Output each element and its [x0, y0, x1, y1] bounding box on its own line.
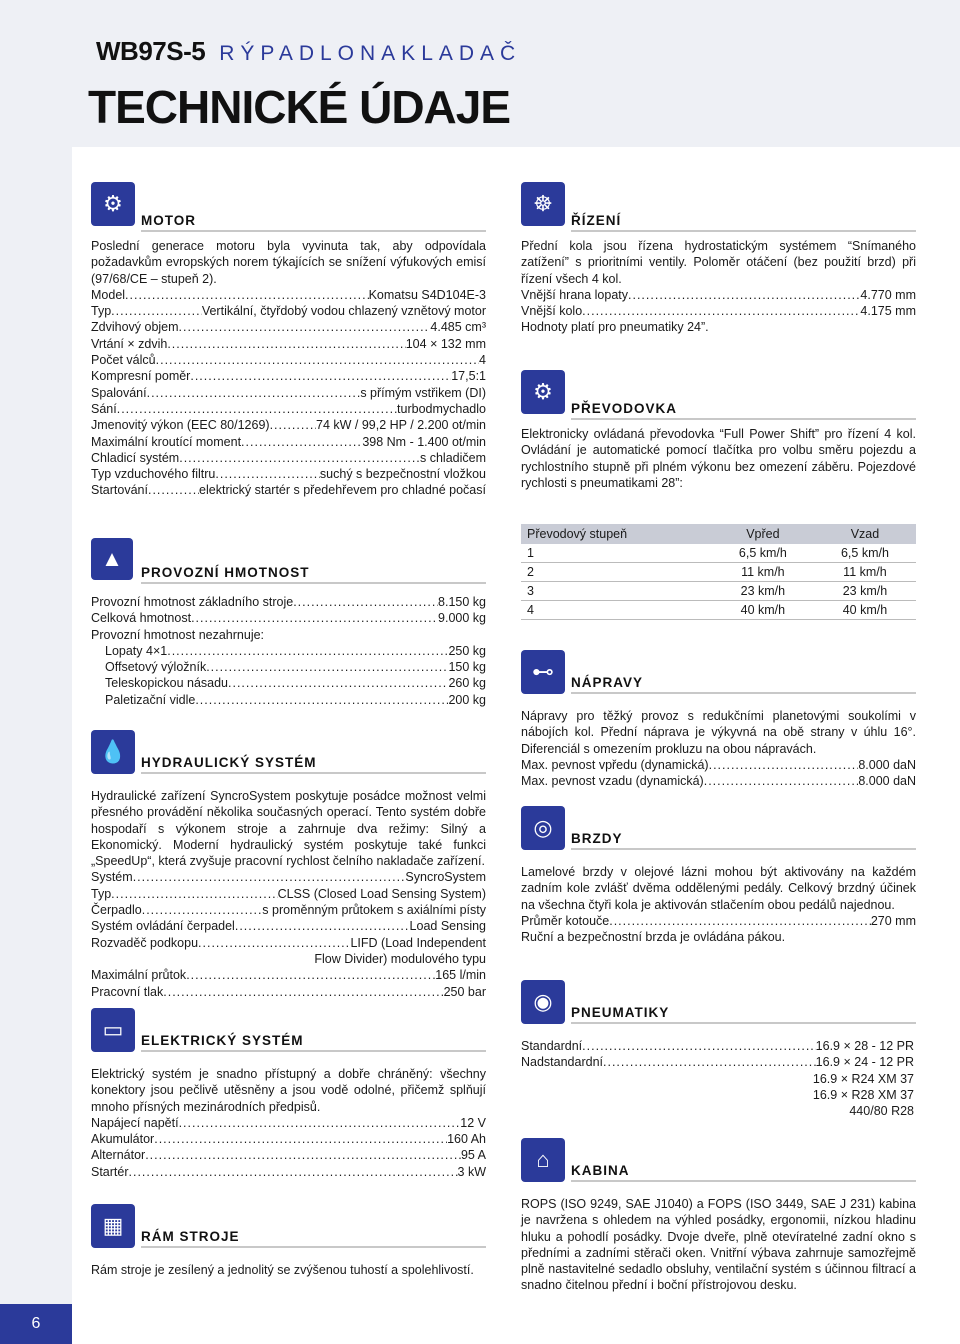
steering-wheel-icon: ☸ — [521, 182, 565, 226]
section-axles — [521, 650, 916, 789]
spec-row: Typ vzduchového filtru ..... suchý s bezpečnostní vložkou — [91, 466, 486, 482]
spec-sublabel: Provozní hmotnost nezahrnuje: — [91, 627, 265, 642]
section-intro: Rám stroje je zesílený a jednolitý se zvýšenou tuhostí a spolehlivostí. — [91, 1263, 474, 1277]
section-weight — [91, 538, 486, 708]
section-intro: Poslední generace motoru byla vyvinuta tak, aby odpovídala požadavkům evropských norem týkajících se snížení výfukových emisí (97/68/CE – stupeň 2). — [91, 239, 486, 286]
spec-row: Průměr kotouče ..... 270 mm — [521, 913, 916, 929]
section-hydraulic — [91, 730, 486, 1000]
section-brakes — [521, 806, 916, 945]
section-note: Ruční a bezpečnostní brzda je ovládána pákou. — [521, 930, 786, 945]
spec-row: Vnější kolo ..... 4.175 mm — [521, 303, 916, 319]
spec-row: Provozní hmotnost základního stroje ..... 8.150 kg — [91, 594, 486, 610]
spec-row: Startér ..... 3 kW — [91, 1164, 486, 1180]
spec-row: Vnější hrana lopaty ..... 4.770 mm — [521, 287, 916, 303]
spec-row: Teleskopickou násadu ..... 260 kg — [91, 675, 486, 691]
spec-row: Kompresní poměr ..... 17,5:1 — [91, 368, 486, 384]
page-number: 6 — [0, 1304, 72, 1344]
spec-row: Vrtání × zdvih ..... 104 × 132 mm — [91, 336, 486, 352]
section-intro: Elektrický systém je snadno přístupný a dobře chráněný: všechny konektory jsou pečlivě utěsněny a jsou vodě odolné, přičemž splňují mnoho přísných mezinárodních předpisů. — [91, 1067, 486, 1114]
spec-continuation: Flow Divider) modulového typu — [314, 951, 486, 966]
section-title: MOTOR — [141, 213, 196, 228]
brake-disc-icon: ◎ — [521, 806, 565, 850]
side-stripe — [0, 0, 72, 1344]
spec-row: Alternátor ..... 95 A — [91, 1147, 486, 1163]
section-intro: ROPS (ISO 9249, SAE J1040) a FOPS (ISO 3449, SAE J 231) kabina je navržena s ohledem na výhled posádky, ergonomii, nízkou hladinu hluku a pohodlí posádky. Dvoje dveře, plně otevíratelné zadní okno s předními a zadními stěrači oken. Vnitřní výbava zahrnuje samozřejmě plně nastavitelné sedadlo obsluhy, ventilační systém s účinnou filtrací a snadno čitelnou přední i boční přístrojovou desku. — [521, 1197, 916, 1293]
spec-row: Sání ..... turbodmychadlo — [91, 401, 486, 417]
spec-list — [91, 287, 486, 499]
spec-row: Chladicí systém ..... s chladičem — [91, 450, 486, 466]
spec-row: Typ ..... CLSS (Closed Load Sensing System) — [91, 886, 486, 902]
spec-row: Počet válců ..... 4 — [91, 352, 486, 368]
section-motor — [91, 182, 486, 499]
section-frame — [91, 1204, 486, 1278]
section-intro: Nápravy pro těžký provoz s redukčními planetovými soukolími v nábojích kol. Přední náprava je výkyvná na obě strany v úhlu 16°. Diferenciál s omezením prokluzu na obou nápravách. — [521, 709, 916, 756]
section-cab — [521, 1138, 916, 1294]
spec-row: Rozvaděč podkopu ..... LIFD (Load Independent — [91, 935, 486, 951]
section-title: PŘEVODOVKA — [571, 401, 678, 416]
gearbox-icon: ⚙ — [521, 370, 565, 414]
spec-row: Napájecí napětí ..... 12 V — [91, 1115, 486, 1131]
section-title: PNEUMATIKY — [571, 1005, 670, 1020]
spec-row: Spalování ..... s přímým vstřikem (DI) — [91, 385, 486, 401]
tyre-option: 440/80 R28 — [849, 1104, 914, 1119]
table-row: 4 40 km/h 40 km/h — [521, 601, 916, 620]
section-steering — [521, 182, 916, 336]
engine-icon: ⚙ — [91, 182, 135, 226]
section-title: RÁM STROJE — [141, 1229, 240, 1244]
section-title: NÁPRAVY — [571, 675, 644, 690]
frame-icon: ▦ — [91, 1204, 135, 1248]
spec-row: Zdvihový objem ..... 4.485 cm³ — [91, 319, 486, 335]
spec-row: Startování ..... elektrický startér s předehřevem pro chladné počasí — [91, 482, 486, 498]
tyre-icon: ◉ — [521, 980, 565, 1024]
page-title: TECHNICKÉ ÚDAJE — [88, 81, 511, 133]
spec-row: Offsetový výložník ..... 150 kg — [91, 659, 486, 675]
section-title: PROVOZNÍ HMOTNOST — [141, 565, 310, 580]
spec-row: Jmenovitý výkon (EEC 80/1269) ..... 74 kW / 99,2 HP / 2.200 ot/min — [91, 417, 486, 433]
column-header: Vzad — [814, 524, 916, 544]
spec-row: Paletizační vidle ..... 200 kg — [91, 692, 486, 708]
model-name: WB97S-5 — [96, 36, 206, 66]
hydraulic-drops-icon: 💧 — [91, 730, 135, 774]
spec-row: Systém ovládání čerpadel ..... Load Sensing — [91, 918, 486, 934]
spec-row: Model ..... Komatsu S4D104E-3 — [91, 287, 486, 303]
machine-type: RÝPADLONAKLADAČ — [219, 42, 522, 65]
section-tyres — [521, 980, 916, 1119]
column-header: Vpřed — [712, 524, 814, 544]
spec-row: Max. pevnost vpředu (dynamická) ..... 8.000 daN — [521, 757, 916, 773]
tyre-option: 16.9 × R24 XM 37 — [812, 1071, 914, 1086]
spec-row: Nadstandardní ..... 16.9 × 24 - 12 PR — [521, 1054, 914, 1070]
table-row: 1 6,5 km/h 6,5 km/h — [521, 544, 916, 563]
tyre-option: 16.9 × R28 XM 37 — [812, 1087, 914, 1102]
header — [96, 36, 521, 67]
battery-icon: ▭ — [91, 1008, 135, 1052]
section-intro: Přední kola jsou řízena hydrostatickým systémem “Snímaného zatížení” s prioritními ventily. Poloměr otáčení (bez použití brzd) při řízení všech 4 kol. — [521, 239, 916, 286]
section-intro: Elektronicky ovládaná převodovka “Full Power Shift” pro řízení 4 kol. Ovládání je automatické pomocí tlačítka pro volbu směru pojezdu a rychlostního stupně při plném výkonu bez omezení záběru. Pojezdové rychlosti s pneumatikami 28”: — [521, 427, 916, 490]
axle-icon: ⊷ — [521, 650, 565, 694]
spec-row: Akumulátor ..... 160 Ah — [91, 1131, 486, 1147]
spec-row: Typ ..... Vertikální, čtyřdobý vodou chlazený vznětový motor — [91, 303, 486, 319]
section-title: BRZDY — [571, 831, 623, 846]
weight-icon: ▲ — [91, 538, 133, 580]
section-intro: Lamelové brzdy v olejové lázni mohou být aktivovány na každém zadním kole zvlášť dvěma oddělenými pedály. Celkový brzdný účinek na všechna čtyři kola je aktivován stlačením obou pedálů najednou. — [521, 865, 916, 912]
spec-row: Pracovní tlak ..... 250 bar — [91, 984, 486, 1000]
speed-table — [521, 524, 916, 620]
spec-row: Čerpadlo ..... s proměnným průtokem s axiálními písty — [91, 902, 486, 918]
section-title: ŘÍZENÍ — [571, 213, 622, 228]
cab-icon: ⌂ — [521, 1138, 565, 1182]
spec-row: Max. pevnost vzadu (dynamická) ..... 8.000 daN — [521, 773, 916, 789]
section-transmission — [521, 370, 916, 491]
section-intro: Hydraulické zařízení SyncroSystem poskytuje posádce možnost velmi přesného provádění několika současných operací. Tento systém dobře hospodaří s výkonem stroje a zahrnuje dva režimy: Silný a Ekonomický. Moderní hydraulický systém poskytuje také funkci „SpeedUp“, která zvyšuje pracovní rychlost čelního nakladače zařízení. — [91, 789, 486, 869]
spec-row: Standardní ..... 16.9 × 28 - 12 PR — [521, 1038, 914, 1054]
spec-row: Lopaty 4×1 ..... 250 kg — [91, 643, 486, 659]
spec-row: Celková hmotnost ..... 9.000 kg — [91, 610, 486, 626]
section-title: KABINA — [571, 1163, 630, 1178]
spec-row: Maximální kroutící moment ..... 398 Nm - 1.400 ot/min — [91, 434, 486, 450]
column-header: Převodový stupeň — [521, 524, 712, 544]
section-title: ELEKTRICKÝ SYSTÉM — [141, 1033, 304, 1048]
spec-row: Maximální průtok ..... 165 l/min — [91, 967, 486, 983]
section-electric — [91, 1008, 486, 1180]
section-note: Hodnoty platí pro pneumatiky 24”. — [521, 320, 709, 335]
spec-row: Systém ..... SyncroSystem — [91, 869, 486, 885]
table-row: 3 23 km/h 23 km/h — [521, 582, 916, 601]
section-title: HYDRAULICKÝ SYSTÉM — [141, 755, 317, 770]
table-row: 2 11 km/h 11 km/h — [521, 563, 916, 582]
